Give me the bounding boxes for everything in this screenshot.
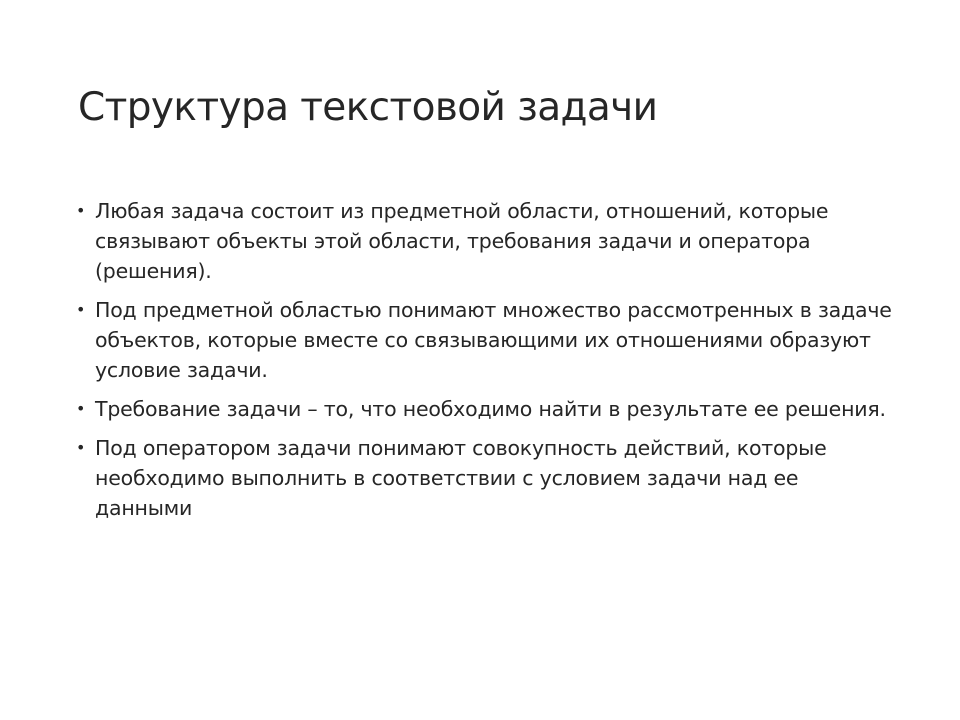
bullet-list (76, 196, 896, 532)
slide-title: Структура текстовой задачи (78, 85, 658, 130)
bullet-marker: • (76, 399, 86, 418)
bullet-marker: • (76, 438, 86, 457)
bullet-text: Любая задача состоит из предметной области, отношений, которые связывают объекты этой области, требования задачи и оператора (решения). (95, 199, 829, 283)
bullet-item (76, 295, 896, 385)
bullet-item (76, 196, 896, 286)
bullet-text: Требование задачи – то, что необходимо найти в результате ее решения. (95, 397, 886, 421)
bullet-item (76, 433, 896, 523)
bullet-text: Под оператором задачи понимают совокупность действий, которые необходимо выполнить в соответствии с условием задачи над ее данными (95, 436, 827, 520)
bullet-text: Под предметной областью понимают множество рассмотренных в задаче объектов, которые вместе со связывающими их отношениями образуют условие задачи. (95, 298, 892, 382)
bullet-marker: • (76, 201, 86, 220)
bullet-item (76, 394, 896, 424)
bullet-marker: • (76, 300, 86, 319)
